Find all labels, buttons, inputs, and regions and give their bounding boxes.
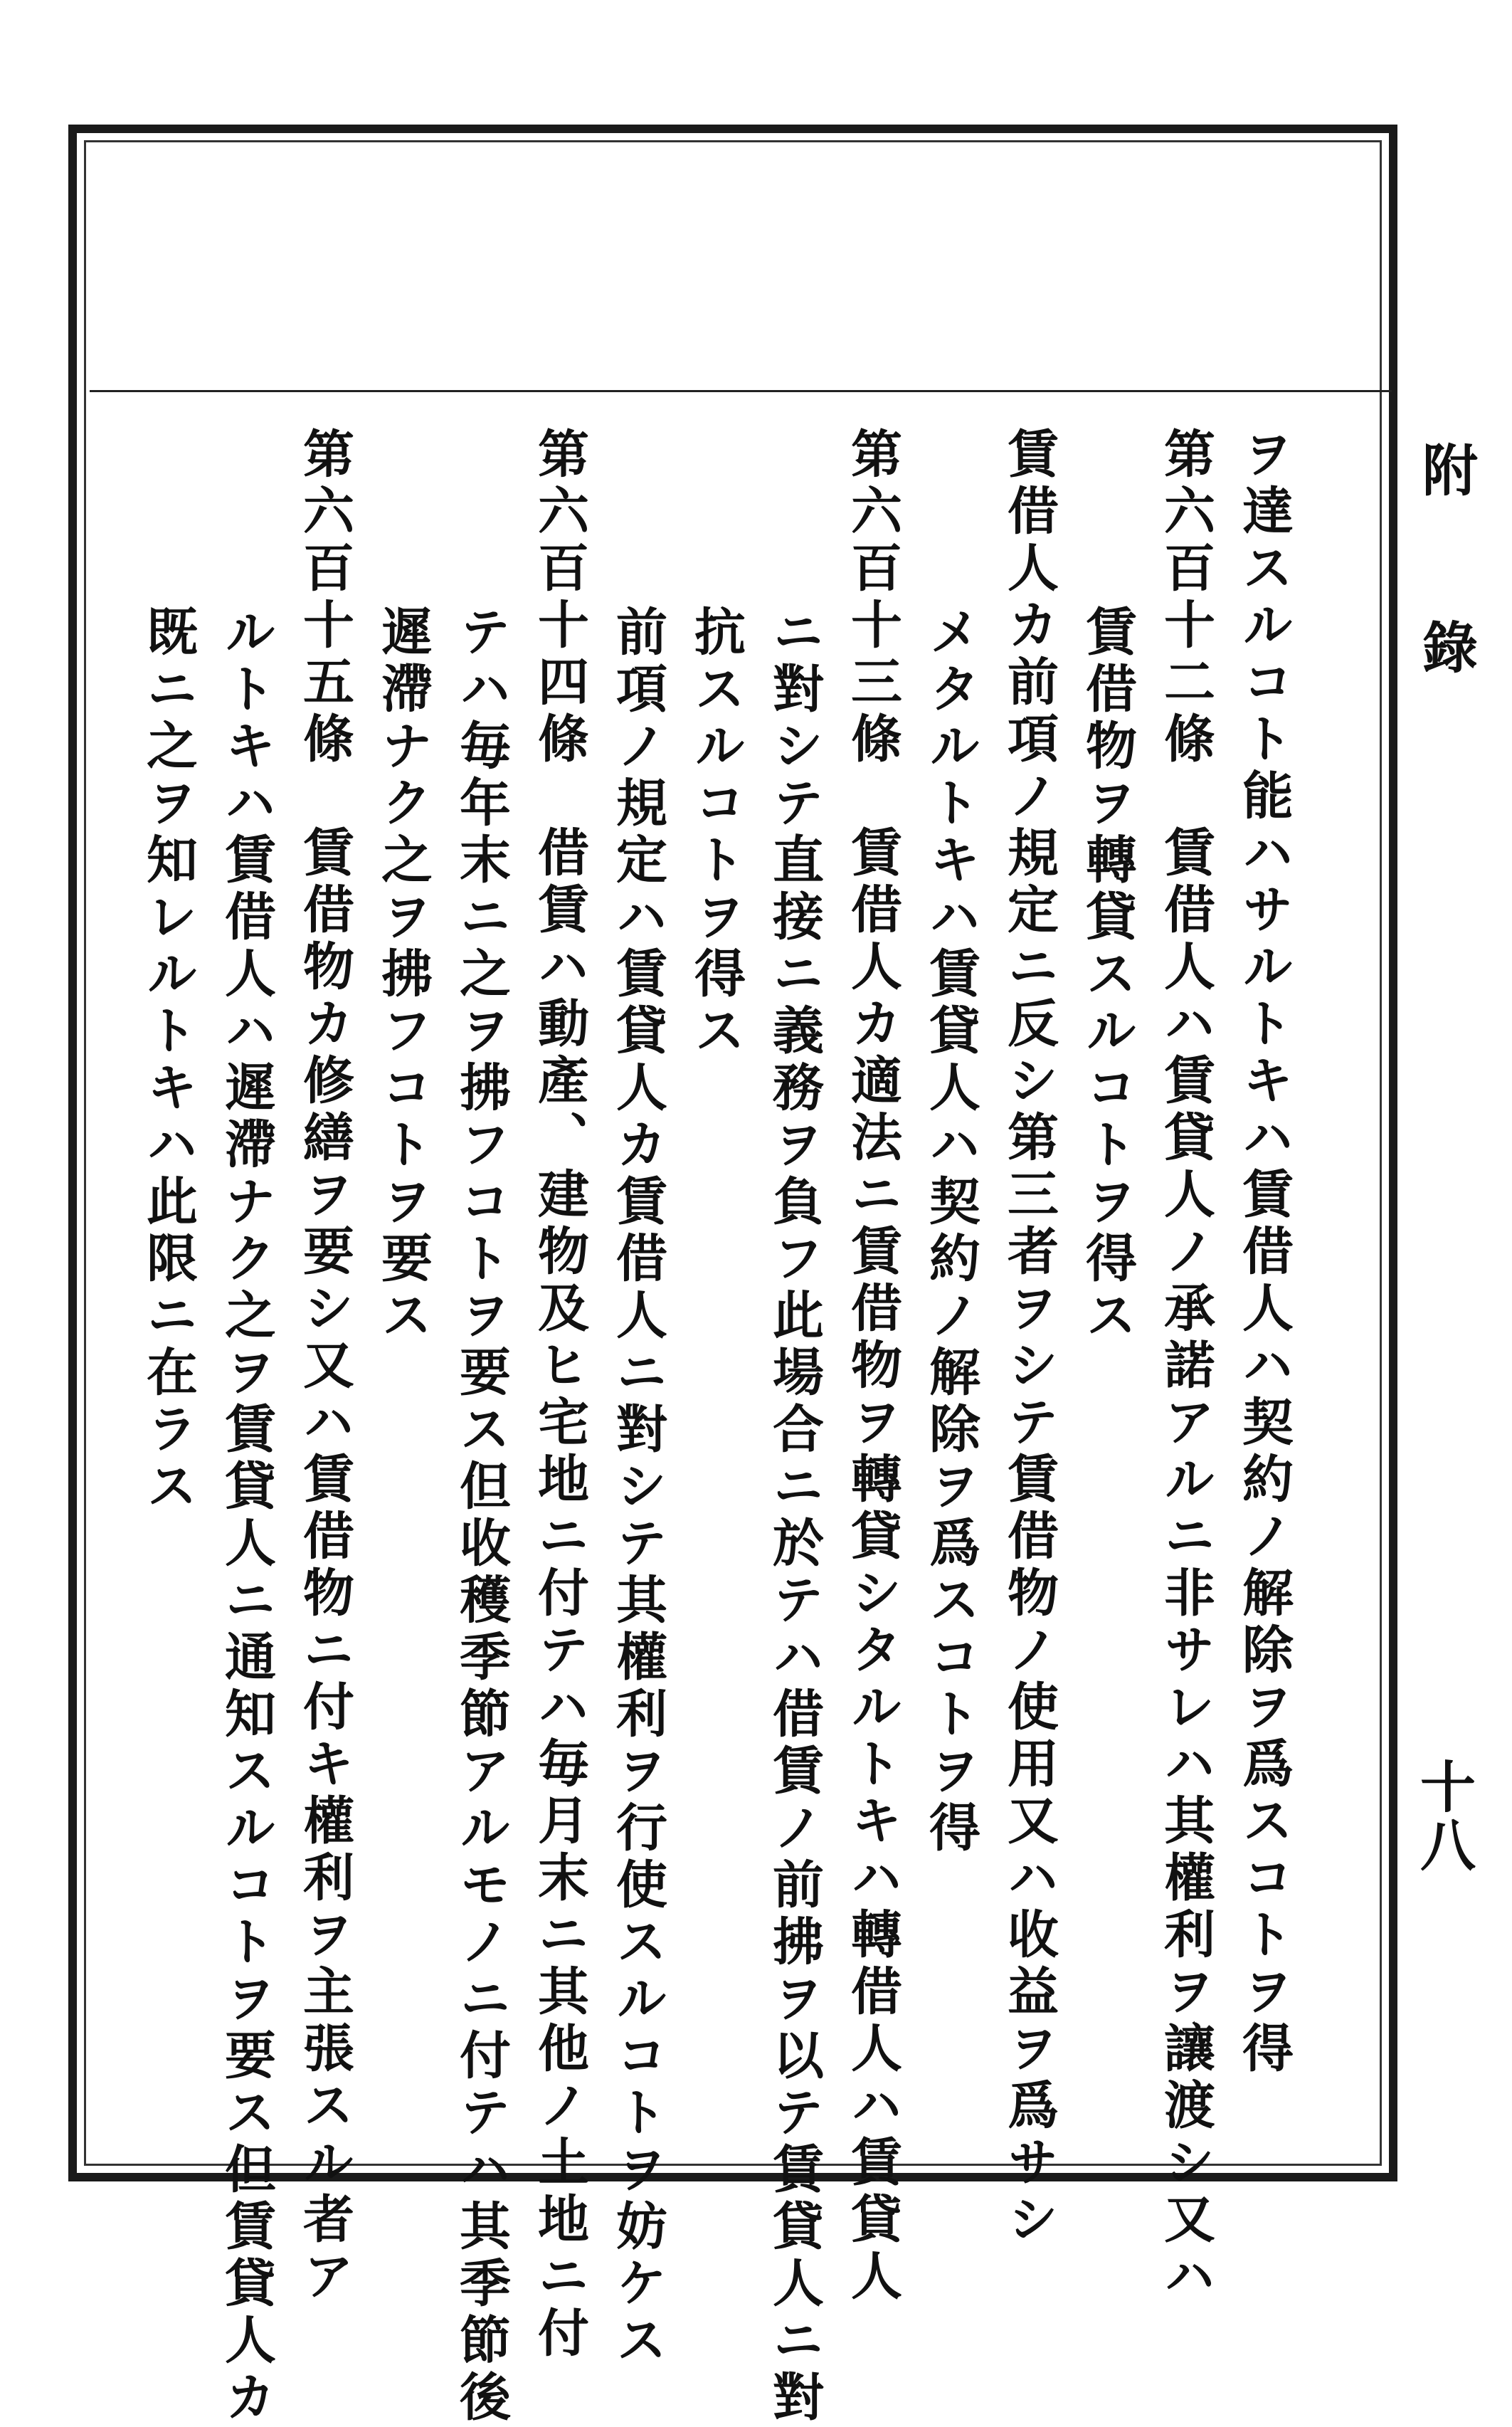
text-column-15: 既ニ之ヲ知レルトキハ此限ニ在ラス [138,605,199,1516]
text-column-14: ルトキハ賃借人ハ遲滯ナク之ヲ賃貸人ニ通知スルコトヲ要ス但賃貸人カ [216,605,277,2427]
text-column-1: ヲ達スルコト能ハサルトキハ賃借人ハ契約ノ解除ヲ爲スコトヲ得 [1234,427,1294,2078]
text-column-6: 第六百十三條 賃借人カ適法ニ賃借物ヲ轉貸シタルトキハ轉借人ハ賃貸人 [842,427,903,2306]
text-column-8: 抗スルコトヲ得ス [686,605,746,1060]
text-column-7: ニ對シテ直接ニ義務ヲ負フ此場合ニ於テハ借賃ノ前拂ヲ以テ賃貸人ニ對 [764,605,825,2427]
body-text [107,427,1309,2427]
text-column-10: 第六百十四條 借賃ハ動產、建物及ヒ宅地ニ付テハ毎月末ニ其他ノ土地ニ付 [529,427,590,2363]
text-column-5: メタルトキハ賃貸人ハ契約ノ解除ヲ爲スコトヲ得 [921,605,981,1858]
text-column-3: 賃借物ヲ轉貸スルコトヲ得ス [1077,605,1138,1345]
text-column-12: 遲滯ナク之ヲ拂フコトヲ要ス [373,605,433,1345]
running-head: 附 錄 [1413,441,1478,702]
header-rule [90,390,1392,392]
text-column-9: 前項ノ規定ハ賃貸人カ賃借人ニ對シテ其權利ヲ行使スルコトヲ妨ケス [608,605,668,2370]
text-column-4: 賃借人カ前項ノ規定ニ反シ第三者ヲシテ賃借物ノ使用又ハ收益ヲ爲サシ [999,427,1059,2249]
page-number: 十八 [1411,1758,1476,1875]
text-column-2: 第六百十二條 賃借人ハ賃貸人ノ承諾アルニ非サレハ其權利ヲ讓渡シ又ハ [1156,427,1216,2306]
text-column-11: テハ毎年末ニ之ヲ拂フコトヲ要ス但收穫季節アルモノニ付テハ其季節後 [451,605,512,2427]
text-column-13: 第六百十五條 賃借物カ修繕ヲ要シ又ハ賃借物ニ付キ權利ヲ主張スル者ア [295,427,355,2306]
